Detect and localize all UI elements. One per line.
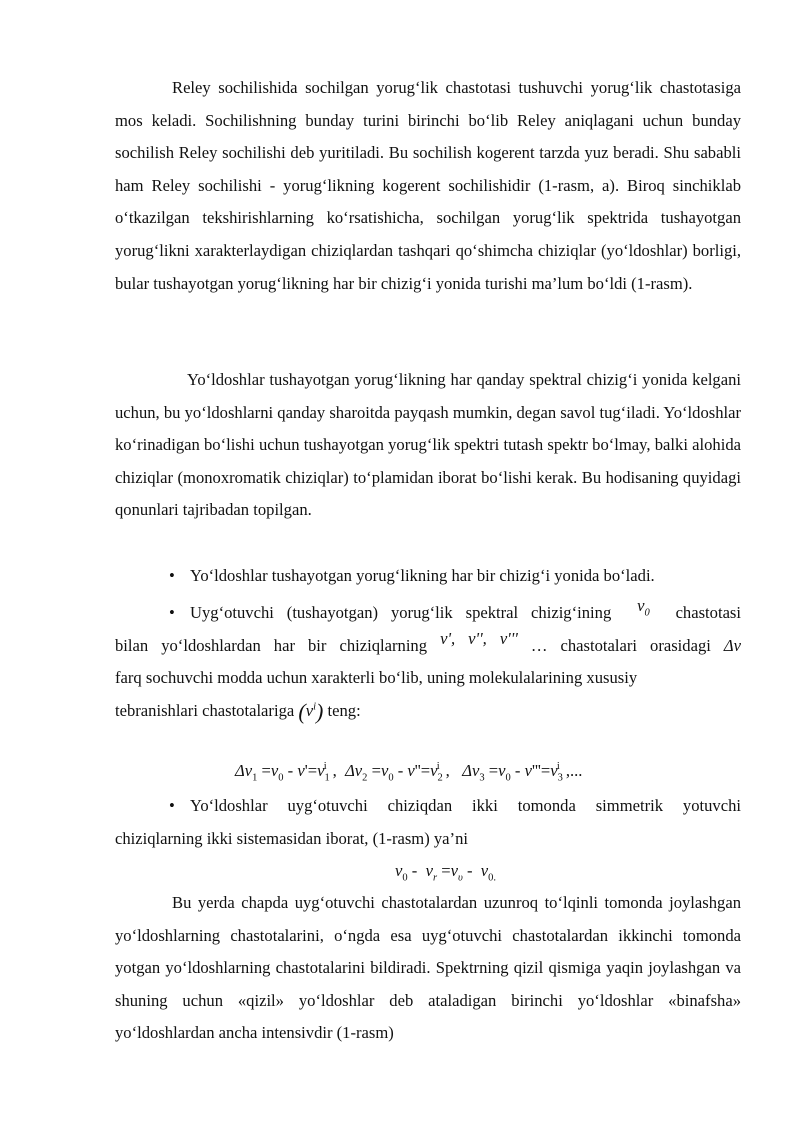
formula-frequency-differences: $\Delta\nu_1 =\nu_0 - \nu'=\nu_1^i$ , $\Delta\nu_2 =\nu_0 - \nu''=\nu_2^i$ , $\Delta\nu_3 =\nu_0 - \nu'''=\nu_3^i$ ,... [235, 761, 583, 784]
bullet-dot: • [169, 603, 175, 622]
bullet-2-line-4 [115, 695, 741, 729]
bullet-dot: • [169, 796, 175, 815]
paragraph-satellites: Yo‘ldoshlar tushayotgan yorug‘likning har qanday spektral chizig‘i yonida kelgani uchun, bu yo‘ldoshlarni qanday sharoitda payqash mumkin, degan savol tug‘iladi. Yo‘ldoshlar ko‘rinadigan bo‘lishi uchun tushayotgan yorug‘lik spektri tutash spektr bo‘lmay, balki alohida chiziqlar (monoxromatik chiziqlar) to‘plamidan iborat bo‘lishi kerak. Bu hodisaning quyidagi qonunlari tajribadan topilgan. [115, 370, 741, 520]
bullet-2-text-f: teng: [327, 700, 361, 720]
bullet-item-3 [115, 790, 741, 855]
paragraph-reley-scattering: Reley sochilishida sochilgan yorug‘lik chastotasi tushuvchi yorug‘lik chastotasiga mos keladi. Sochilishning bunday turini birinchi bo‘lib Reley aniqlagani uchun bunday sochilish Reley sochilishi deb yuritiladi. Bu sochilish kogerent tarzda yuz beradi. Shu sababli ham Reley sochilishi - yorug‘likning kogerent sochilishidir (1-rasm, a). Biroq sinchiklab o‘tkazilgan tekshirishlarning ko‘rsatishicha, sochilgan yorug‘lik spektrida tushayotgan yorug‘likni xarakterlaydigan chiziqlardan tashqari qo‘shimcha chiziqlar (yo‘ldoshlar) borligi, bular tushayotgan yorug‘likning har bir chizig‘i yonida turishi ma’lum bo‘ldi (1-rasm). [115, 78, 741, 293]
nu0-symbol: $\nu_0$ [637, 596, 650, 619]
bullet-3-line-1: Yo‘ldoshlar uyg‘otuvchi chiziqdan ikki tomonda simmetrik yotuvchi [190, 796, 741, 815]
bullet-2-text-b: chastotasi [675, 603, 741, 622]
bullet-item-2 [115, 597, 741, 728]
nu-i-symbol: $(\nu^i)$ [298, 698, 324, 724]
formula-symmetry: $\nu_0 - \nu_r =\nu_\upsilon - \nu_{0.}$ [395, 861, 497, 884]
bullet-2-text-d: … chastotalari orasidagi [530, 635, 711, 655]
paragraph-red-violet-satellites: Bu yerda chapda uyg‘otuvchi chastotalardan uzunroq to‘lqinli tomonda joylashgan yo‘ldoshlarning chastotalarini, o‘ngda esa uyg‘otuvchi chastotalardan ikkinchi tomonda yotgan yo‘ldoshlarning chastotalarini bildiradi. Spektrning qizil qismiga yaqin joylashgan va shuning uchun «qizil» yo‘ldoshlar deb ataladigan birinchi yo‘ldoshlar «binafsha» yo‘ldoshlardan ancha intensivdir (1-rasm) [115, 893, 741, 1043]
bullet-1-text: Yo‘ldoshlar tushayotgan yorug‘likning har bir chizig‘i yonida bo‘ladi. [190, 566, 655, 585]
bullet-dot: • [169, 566, 175, 585]
bullet-2-text-c: bilan yo‘ldoshlardan har bir chiziqlarning [115, 635, 428, 655]
bullet-2-line-1 [115, 597, 741, 630]
bullet-2-line-2 [115, 630, 741, 663]
bullet-3-line-2: chiziqlarning ikki sistemasidan iborat, (1-rasm) ya’ni [115, 828, 468, 848]
delta-nu-symbol: Δν [723, 635, 742, 655]
bullet-2-text-a: Uyg‘otuvchi (tushayotgan) yorug‘lik spektral chizig‘ining [190, 603, 612, 622]
nu-primes-symbols: ν', ν'', ν''' [440, 628, 518, 648]
bullet-item-1 [115, 560, 741, 593]
bullet-2-text-e: tebranishlari chastotalariga [115, 700, 295, 720]
bullet-2-line-3: farq sochuvchi modda uchun xarakterli bo‘lib, uning molekulalarining xususiy [115, 668, 638, 688]
